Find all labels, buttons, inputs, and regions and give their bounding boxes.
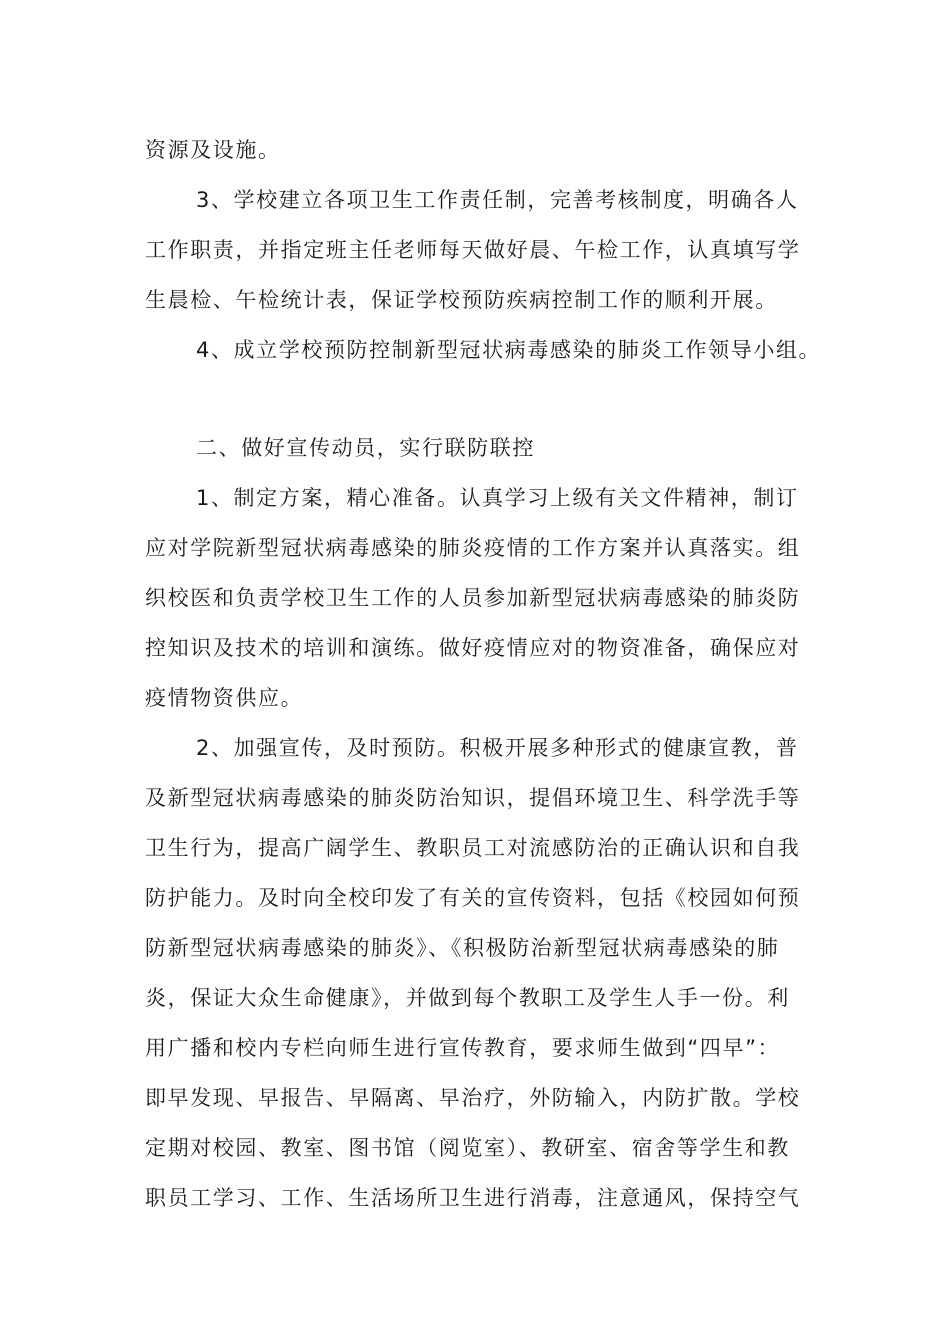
text-line: 炎，保证大众生命健康》，并做到每个教职工及学生人手一份。利 (145, 986, 790, 1010)
text-line: 职员工学习、工作、生活场所卫生进行消毒，注意通风，保持空气 (145, 1186, 801, 1210)
paragraph-item-3-line: 3、学校建立各项卫生工作责任制，完善考核制度，明确各人 (196, 188, 799, 212)
paragraph-item-4-line: 4、成立学校预防控制新型冠状病毒感染的肺炎工作领导小组。 (196, 338, 822, 362)
text-line: 防护能力。及时向全校印发了有关的宣传资料，包括《校园如何预 (145, 886, 801, 910)
text-line: 及新型冠状病毒感染的肺炎防治知识，提倡环境卫生、科学洗手等 (145, 786, 801, 810)
text-line: 用广播和校内专栏向师生进行宣传教育，要求师生做到“四早”： (145, 1036, 781, 1060)
paragraph-item-2-line: 2、加强宣传，及时预防。积极开展多种形式的健康宣教，普 (196, 736, 799, 760)
text-line: 防新型冠状病毒感染的肺炎》、《积极防治新型冠状病毒感染的肺 (145, 936, 780, 960)
text-line: 应对学院新型冠状病毒感染的肺炎疫情的工作方案并认真落实。组 (145, 536, 801, 560)
text-line: 织校医和负责学校卫生工作的人员参加新型冠状病毒感染的肺炎防 (145, 586, 801, 610)
text-line: 卫生行为，提高广阔学生、教职员工对流感防治的正确认识和自我 (145, 836, 801, 860)
text-line: 控知识及技术的培训和演练。做好疫情应对的物资准备，确保应对 (145, 636, 801, 660)
text-line: 工作职责，并指定班主任老师每天做好晨、午检工作，认真填写学 (145, 238, 801, 262)
text-line: 资源及设施。 (145, 138, 281, 162)
text-line: 即早发现、早报告、早隔离、早治疗，外防输入，内防扩散。学校 (145, 1086, 801, 1110)
section-heading: 二、做好宣传动员，实行联防联控 (196, 436, 535, 460)
text-line: 疫情物资供应。 (145, 686, 304, 710)
paragraph-item-1-line: 1、制定方案，精心准备。认真学习上级有关文件精神，制订 (196, 486, 799, 510)
text-line: 定期对校园、教室、图书馆（阅览室）、教研室、宿舍等学生和教 (145, 1136, 790, 1160)
text-line: 生晨检、午检统计表，保证学校预防疾病控制工作的顺利开展。 (145, 288, 778, 312)
